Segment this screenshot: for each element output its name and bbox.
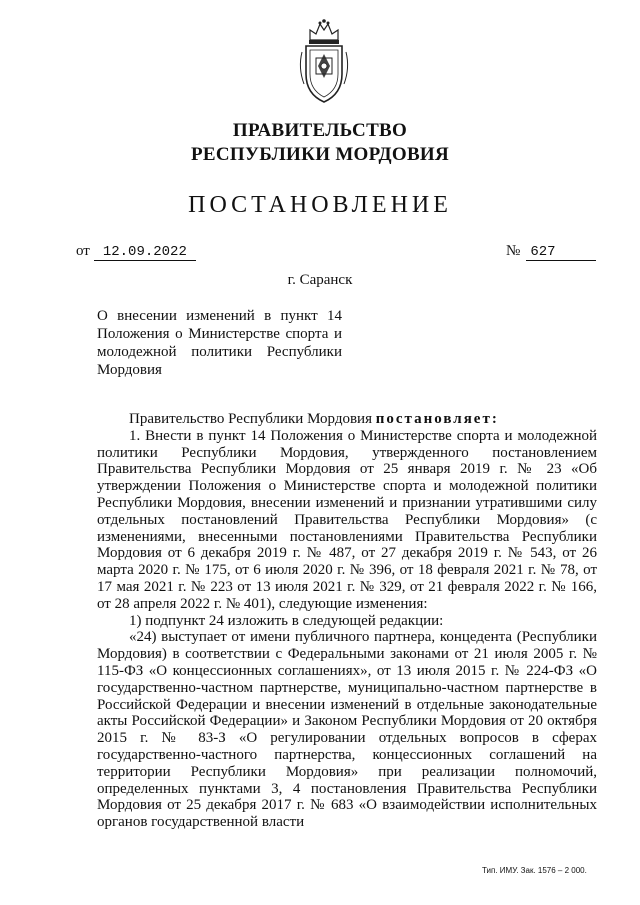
number-prefix: № bbox=[506, 243, 521, 259]
date-prefix: от bbox=[76, 243, 90, 259]
date-value: 12.09.2022 bbox=[94, 244, 196, 261]
number-value: 627 bbox=[526, 244, 596, 261]
print-footer: Тип. ИМУ. Зак. 1576 – 2 000. bbox=[482, 866, 587, 875]
number-field bbox=[506, 243, 596, 261]
document-body bbox=[97, 411, 597, 831]
government-title-line2: РЕСПУБЛИКИ МОРДОВИЯ bbox=[190, 144, 450, 165]
paragraph-3: «24) выступает от имени публичного партнера, концедента (Республики Мордовия) в соответствии с Федеральными законами от 21 июля 2005 г. № 115-ФЗ «О концессионных соглашениях», от 13 июля 2015 г. № 224-ФЗ «О государственно-частном партнерстве, муниципально-частном партнерстве в Российской Федерации и внесении изменений в отдельные законодательные акты Российской Федерации» и Законом Республики Мордовия от 20 октября 2015 г. № 83-З «О регулировании отдельных вопросов в сферах государственно-частного партнерства, концессионных соглашений на территории Республики Мордовия» при реализации полномочий, определенных пунктами 3, 4 постановления Правительства Республики Мордовия от 25 декабря 2017 г. № 683 «О взаимодействии исполнительных органов государственной власти bbox=[97, 629, 597, 831]
document-title: ПОСТАНОВЛЕНИЕ bbox=[188, 192, 452, 218]
decree-word: постановляет: bbox=[375, 411, 499, 427]
intro-paragraph bbox=[97, 411, 597, 428]
intro-text: Правительство Республики Мордовия bbox=[129, 411, 372, 427]
document-subject: О внесении изменений в пункт 14 Положения о Министерстве спорта и молодежной политики Республики Мордовия bbox=[97, 308, 342, 378]
paragraph-2: 1) подпункт 24 изложить в следующей редакции: bbox=[129, 612, 444, 629]
paragraph-1: 1. Внести в пункт 14 Положения о Министерстве спорта и молодежной политики Республики Мордовия, утвержденного постановлением Правительства Республики Мордовия от 25 января 2019 г. № 23 «Об утверждении Положения о Министерстве спорта и молодежной политики Республики Мордовия, внесении изменений и признании утратившими силу отдельных постановлений Правительства Республики Мордовия» (с изменениями, внесенными постановлениями Правительства Республики Мордовия от 6 декабря 2019 г. № 487, от 27 декабря 2019 г. № 543, от 26 марта 2020 г. № 175, от 6 июля 2020 г. № 396, от 18 февраля 2021 г. № 78, от 17 мая 2021 г. № 223 от 13 июля 2021 г. № 329, от 21 февраля 2022 г. № 166, от 28 апреля 2022 г. № 401), следующие изменения: bbox=[97, 427, 597, 612]
date-field bbox=[76, 243, 196, 261]
city: г. Саранск bbox=[287, 272, 353, 288]
government-title-line1: ПРАВИТЕЛЬСТВО bbox=[232, 120, 408, 141]
coat-of-arms-emblem bbox=[296, 18, 352, 108]
